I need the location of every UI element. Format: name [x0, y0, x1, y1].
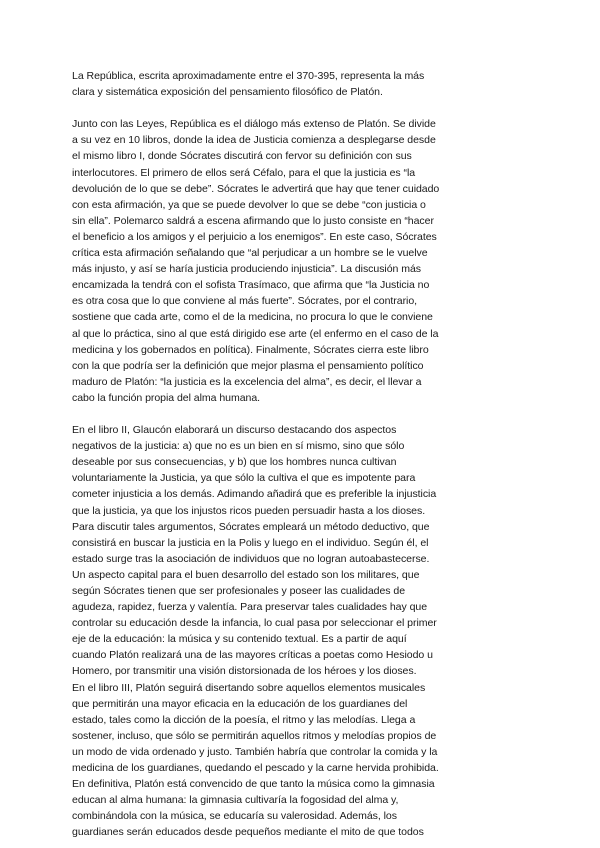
text-line: a su vez en 10 libros, donde la idea de Justicia comienza a desplegarse desde	[72, 134, 436, 147]
text-line: el beneficio a los amigos y el perjuicio a los enemigos”. En este caso, Sócrates	[72, 230, 437, 243]
text-line: negativos de la justicia: a) que no es un bien en sí mismo, sino que sólo	[72, 440, 405, 453]
text-line: interlocutores. El primero de ellos será Céfalo, para el que la justicia es “la	[72, 166, 416, 179]
text-line: estado surge tras la asociación de individuos que no logran autoabastecerse.	[72, 552, 430, 565]
text-line: agudeza, rapidez, fuerza y valentía. Para preservar tales cualidades hay que	[72, 601, 428, 614]
text-line: sostiene que cada arte, como el de la medicina, no procura lo que le conviene	[72, 311, 433, 324]
text-line: sin ella”. Polemarco saldrá a escena afirmando que lo justo consiste en “hacer	[72, 214, 434, 227]
text-line: un modo de vida ordenado y justo. También habría que controlar la comida y la	[72, 745, 438, 758]
paragraph-2	[72, 116, 468, 406]
text-line: devolución de lo que se debe”. Sócrates le advertirá que hay que tener cuidado	[72, 182, 440, 195]
text-line: En el libro III, Platón seguirá disertando sobre aquellos elementos musicales	[72, 681, 426, 694]
text-line: cabo la función propia del alma humana.	[72, 391, 261, 404]
text-line: sostener, incluso, que sólo se permitirán aquellos ritmos y melodías propios de	[72, 729, 437, 742]
text-line: encamizada la tendrá con el sofista Trasímaco, que afirma que “la Justicia no	[72, 279, 430, 292]
text-line: que la justicia, ya que los injustos ricos pueden persuadir hasta a los dioses.	[72, 504, 426, 517]
text-line: el mismo libro I, donde Sócrates discutirá con fervor su definición con sus	[72, 150, 412, 163]
paragraph-gap	[72, 406, 468, 422]
text-line: controlar su educación desde la infancia, lo cual pasa por seleccionar el primer	[72, 617, 437, 630]
text-line: medicina de los guardianes, quedando el pescado y la carne hervida prohibida.	[72, 762, 439, 775]
text-line: combinándola con la música, se educaría su valerosidad. Además, los	[72, 810, 397, 823]
text-line: consistirá en buscar la justicia en la Polis y luego en el individuo. Según él, el	[72, 536, 429, 549]
text-line: eje de la educación: la música y su contenido textual. Es a partir de aquí	[72, 633, 407, 646]
text-line: según Sócrates tienen que ser profesionales y poseer las cualidades de	[72, 585, 406, 597]
paragraph-1	[72, 68, 468, 100]
text-line: con esta afirmación, ya que se puede devolver lo que se debe “con justicia o	[72, 198, 426, 211]
text-line: que permitirán una mayor eficacia en la educación de los guardianes del	[72, 697, 408, 710]
text-line: educan al alma humana: la gimnasia cultivaría la fogosidad del alma y,	[72, 794, 399, 807]
text-line: más injusto, y así se haría justicia produciendo injusticia”. La discusión más	[72, 263, 422, 276]
text-line: al que lo práctica, sino al que está dirigido ese arte (el enfermo en el caso de la	[72, 327, 439, 340]
text-line: Un aspecto capital para el buen desarrollo del estado son los militares, que	[72, 568, 420, 581]
text-line: crítica esta afirmación señalando que “al perjudicar a un hombre se le vuelve	[72, 247, 428, 260]
text-line: maduro de Platón: “la justicia es la excelencia del alma”, es decir, el llevar a	[72, 375, 422, 388]
text-line: guardianes serán educados desde pequeños mediante el mito de que todos	[72, 826, 424, 839]
text-line: con la que podría ser la definición que mejor plasma el pensamiento político	[72, 359, 424, 372]
text-line: En definitiva, Platón está convencido de que tanto la música como la gimnasia	[72, 778, 435, 791]
text-line: estado, tales como la dicción de la poesía, el ritmo y las melodías. Llega a	[72, 713, 416, 726]
text-line: Homero, por transmitir una visión distorsionada de los héroes y los dioses.	[72, 665, 417, 678]
text-line: cuando Platón realizará una de las mayores críticas a poetas como Hesiodo u	[72, 649, 433, 662]
text-line: Para discutir tales argumentos, Sócrates empleará un método deductivo, que	[72, 520, 430, 533]
text-line: es otra cosa que lo que conviene al más fuerte”. Sócrates, por el contrario,	[72, 295, 418, 308]
text-line: medicina y los gobernados en política). Finalmente, Sócrates cierra este libro	[72, 343, 429, 356]
paragraph-3	[72, 422, 468, 840]
text-line: voluntariamente la Justicia, ya que sólo la cultiva el que es impotente para	[72, 472, 416, 485]
paragraph-gap	[72, 100, 468, 116]
text-line: La República, escrita aproximadamente entre el 370-395, representa la más	[72, 70, 425, 82]
document-body	[72, 68, 468, 841]
text-line: deseable por sus consecuencias, y b) que los hombres nunca cultivan	[72, 456, 397, 469]
text-line: cometer injusticia a los demás. Adimando añadirá que es preferible la injusticia	[72, 488, 437, 501]
text-line: clara y sistemática exposición del pensamiento filosófico de Platón.	[72, 86, 383, 99]
text-line: En el libro II, Glaucón elaborará un discurso destacando dos aspectos	[72, 424, 397, 437]
text-line: Junto con las Leyes, República es el diálogo más extenso de Platón. Se divide	[72, 118, 436, 131]
